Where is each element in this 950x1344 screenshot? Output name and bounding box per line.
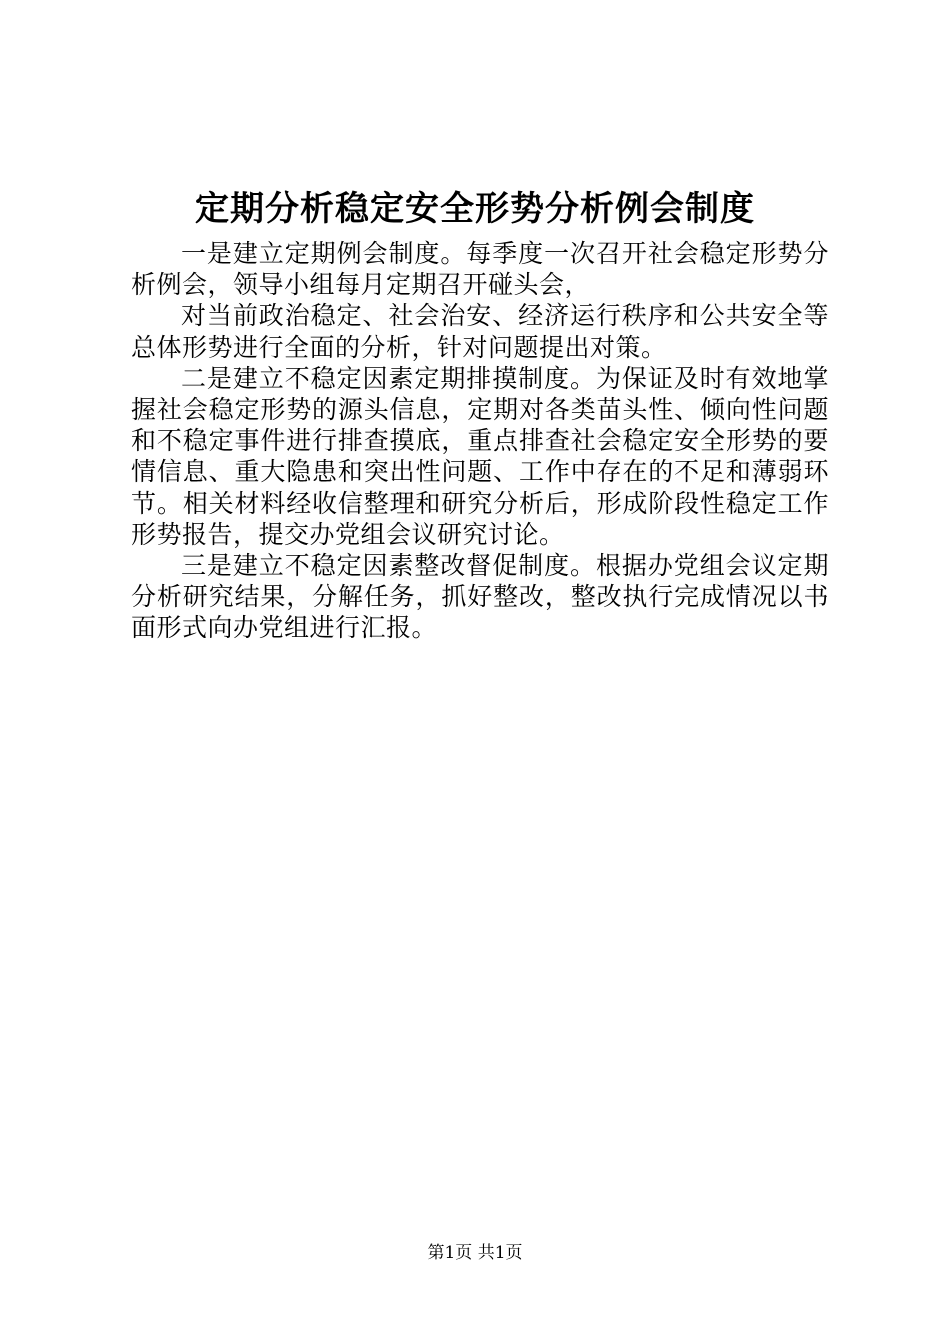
page-footer: 第1页 共1页: [427, 1243, 523, 1263]
paragraph-2: 对当前政治稳定、社会治安、经济运行秩序和公共安全等总体形势进行全面的分析，针对问题提出对策。: [131, 301, 829, 362]
paragraph-3: 二是建立不稳定因素定期排摸制度。为保证及时有效地掌握社会稳定形势的源头信息，定期对各类苗头性、倾向性问题和不稳定事件进行排查摸底，重点排查社会稳定安全形势的要情信息、重大隐患和突出性问题、工作中存在的不足和薄弱环节。相关材料经收信整理和研究分析后，形成阶段性稳定工作形势报告，提交办党组会议研究讨论。: [131, 363, 829, 549]
document-title: 定期分析稳定安全形势分析例会制度: [195, 189, 755, 229]
document-body: [131, 238, 829, 644]
paragraph-1: 一是建立定期例会制度。每季度一次召开社会稳定形势分析例会，领导小组每月定期召开碰头会，: [131, 239, 829, 300]
paragraph-4: 三是建立不稳定因素整改督促制度。根据办党组会议定期分析研究结果，分解任务，抓好整改，整改执行完成情况以书面形式向办党组进行汇报。: [131, 551, 829, 643]
